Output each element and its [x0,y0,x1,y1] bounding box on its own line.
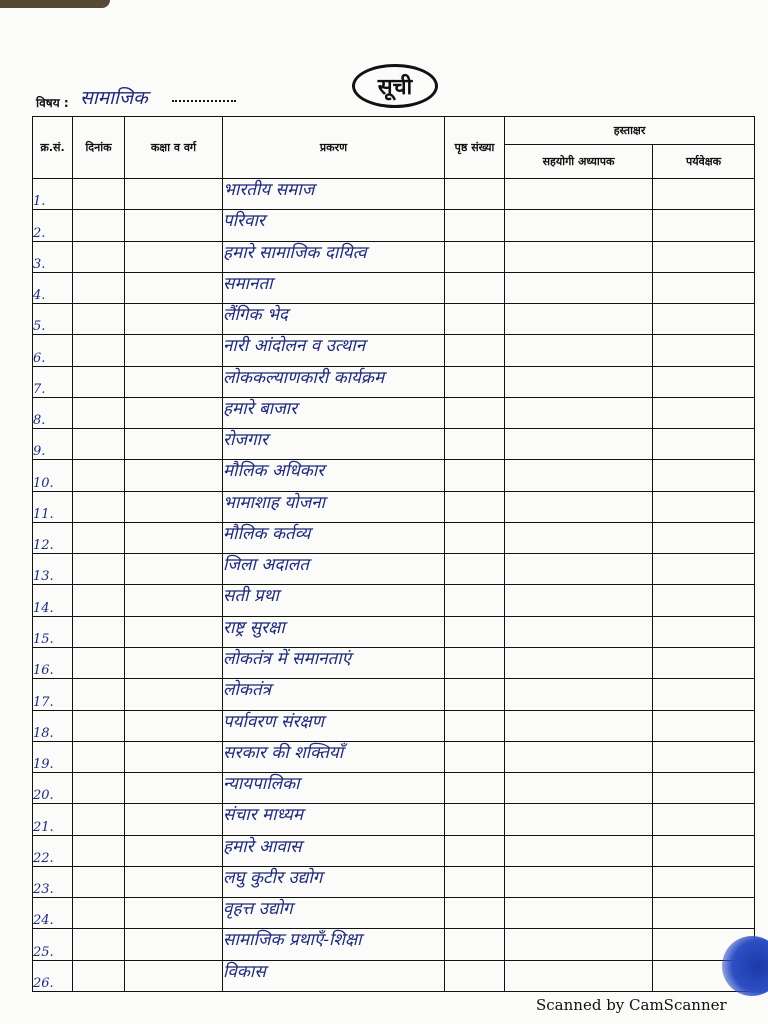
topic-cell: मौलिक अधिकार [223,460,445,491]
subject-value: सामाजिक [80,87,148,109]
supervisor-cell [653,898,755,929]
header-assistant-teacher: सहयोगी अध्यापक [505,145,653,179]
table-row [33,835,755,866]
topic-cell: लघु कुटीर उद्योग [223,866,445,897]
assistant-teacher-cell [505,773,653,804]
supervisor-cell [653,710,755,741]
table-row [33,366,755,397]
page-cell [445,304,505,335]
page-cell [445,554,505,585]
topic-cell: मौलिक कर्तव्य [223,522,445,553]
supervisor-cell [653,272,755,303]
topic-cell: लोकतंत्र [223,679,445,710]
page-cell [445,898,505,929]
assistant-teacher-cell [505,460,653,491]
date-cell [73,397,125,428]
class-cell [125,522,223,553]
page-cell [445,929,505,960]
serial-cell: 19. [33,741,73,772]
page-cell [445,804,505,835]
table-row [33,491,755,522]
class-cell [125,241,223,272]
page-cell [445,460,505,491]
serial-cell: 21. [33,804,73,835]
date-cell [73,554,125,585]
topic-cell: लोककल्याणकारी कार्यक्रम [223,366,445,397]
date-cell [73,929,125,960]
class-cell [125,491,223,522]
serial-cell: 5. [33,304,73,335]
supervisor-cell [653,429,755,460]
class-cell [125,304,223,335]
date-cell [73,272,125,303]
page-cell [445,835,505,866]
supervisor-cell [653,679,755,710]
class-cell [125,679,223,710]
serial-cell: 24. [33,898,73,929]
assistant-teacher-cell [505,304,653,335]
topic-cell: भामाशाह योजना [223,491,445,522]
topic-cell: नारी आंदोलन व उत्थान [223,335,445,366]
supervisor-cell [653,366,755,397]
class-cell [125,460,223,491]
table-row [33,866,755,897]
date-cell [73,179,125,210]
scanner-watermark: Scanned by CamScanner [536,996,727,1014]
supervisor-cell [653,241,755,272]
assistant-teacher-cell [505,179,653,210]
assistant-teacher-cell [505,272,653,303]
page-cell [445,741,505,772]
topic-cell: संचार माध्यम [223,804,445,835]
serial-cell: 17. [33,679,73,710]
class-cell [125,335,223,366]
serial-cell: 2. [33,210,73,241]
supervisor-cell [653,647,755,678]
page-cell [445,866,505,897]
serial-cell: 16. [33,647,73,678]
date-cell [73,335,125,366]
supervisor-cell [653,522,755,553]
header-topic: प्रकरण [223,117,445,179]
page-cell [445,179,505,210]
serial-cell: 9. [33,429,73,460]
header-serial: क्र.सं. [33,117,73,179]
assistant-teacher-cell [505,679,653,710]
page-cell [445,647,505,678]
topic-cell: हमारे आवास [223,835,445,866]
supervisor-cell [653,335,755,366]
date-cell [73,773,125,804]
serial-cell: 3. [33,241,73,272]
table-row [33,585,755,616]
assistant-teacher-cell [505,647,653,678]
topic-cell: हमारे बाजार [223,397,445,428]
table-row [33,804,755,835]
assistant-teacher-cell [505,898,653,929]
table-row [33,429,755,460]
class-cell [125,710,223,741]
table-row [33,647,755,678]
date-cell [73,679,125,710]
page-cell [445,522,505,553]
page-cell [445,366,505,397]
topic-cell: लैंगिक भेद [223,304,445,335]
topic-cell: रोजगार [223,429,445,460]
class-cell [125,554,223,585]
topic-cell: वृहत्त उद्योग [223,898,445,929]
supervisor-cell [653,835,755,866]
topic-cell: विकास [223,960,445,991]
topic-cell: सामाजिक प्रथाएँ-शिक्षा [223,929,445,960]
class-cell [125,616,223,647]
date-cell [73,585,125,616]
table-row [33,522,755,553]
supervisor-cell [653,741,755,772]
serial-cell: 25. [33,929,73,960]
date-cell [73,710,125,741]
date-cell [73,460,125,491]
assistant-teacher-cell [505,616,653,647]
index-table [32,116,755,992]
topic-cell: परिवार [223,210,445,241]
table-row [33,773,755,804]
page-cell [445,491,505,522]
class-cell [125,960,223,991]
page-cell [445,710,505,741]
serial-cell: 26. [33,960,73,991]
table-row [33,710,755,741]
assistant-teacher-cell [505,397,653,428]
assistant-teacher-cell [505,710,653,741]
class-cell [125,835,223,866]
serial-cell: 22. [33,835,73,866]
subject-dotted-line [172,92,236,102]
class-cell [125,741,223,772]
table-row [33,179,755,210]
topic-cell: भारतीय समाज [223,179,445,210]
table-row [33,554,755,585]
topic-cell: पर्यावरण संरक्षण [223,710,445,741]
assistant-teacher-cell [505,804,653,835]
serial-cell: 13. [33,554,73,585]
topic-cell: सरकार की शक्तियाँ [223,741,445,772]
table-body [33,179,755,992]
class-cell [125,898,223,929]
date-cell [73,429,125,460]
supervisor-cell [653,866,755,897]
date-cell [73,304,125,335]
header-date: दिनांक [73,117,125,179]
page-cell [445,773,505,804]
table-row [33,335,755,366]
page-cell [445,960,505,991]
assistant-teacher-cell [505,554,653,585]
date-cell [73,616,125,647]
class-cell [125,366,223,397]
date-cell [73,898,125,929]
page-cell [445,272,505,303]
serial-cell: 12. [33,522,73,553]
class-cell [125,804,223,835]
table-row [33,679,755,710]
assistant-teacher-cell [505,741,653,772]
supervisor-cell [653,397,755,428]
assistant-teacher-cell [505,241,653,272]
date-cell [73,491,125,522]
supervisor-cell [653,304,755,335]
date-cell [73,835,125,866]
header-supervisor: पर्यवेक्षक [653,145,755,179]
class-cell [125,929,223,960]
table-row [33,616,755,647]
assistant-teacher-cell [505,929,653,960]
class-cell [125,866,223,897]
supervisor-cell [653,585,755,616]
serial-cell: 14. [33,585,73,616]
table-row [33,304,755,335]
date-cell [73,647,125,678]
page-cell [445,241,505,272]
assistant-teacher-cell [505,585,653,616]
supervisor-cell [653,616,755,647]
assistant-teacher-cell [505,210,653,241]
page-cell [445,397,505,428]
serial-cell: 1. [33,179,73,210]
supervisor-cell [653,804,755,835]
page-cell [445,616,505,647]
serial-cell: 20. [33,773,73,804]
table-row [33,460,755,491]
page-cell [445,679,505,710]
serial-cell: 15. [33,616,73,647]
class-cell [125,210,223,241]
assistant-teacher-cell [505,335,653,366]
assistant-teacher-cell [505,522,653,553]
supervisor-cell [653,554,755,585]
header-page-number: पृष्ठ संख्या [445,117,505,179]
topic-cell: न्यायपालिका [223,773,445,804]
supervisor-cell [653,773,755,804]
serial-cell: 6. [33,335,73,366]
assistant-teacher-cell [505,491,653,522]
page-cell [445,210,505,241]
table-row [33,272,755,303]
header-class: कक्षा व वर्ग [125,117,223,179]
page-title: सूची [352,64,438,108]
assistant-teacher-cell [505,866,653,897]
serial-cell: 18. [33,710,73,741]
supervisor-cell [653,491,755,522]
serial-cell: 7. [33,366,73,397]
topic-cell: समानता [223,272,445,303]
assistant-teacher-cell [505,960,653,991]
date-cell [73,522,125,553]
serial-cell: 8. [33,397,73,428]
class-cell [125,647,223,678]
table-row [33,397,755,428]
topic-cell: जिला अदालत [223,554,445,585]
header-signature: हस्ताक्षर [505,117,755,145]
date-cell [73,210,125,241]
topic-cell: लोकतंत्र में समानताएं [223,647,445,678]
supervisor-cell [653,460,755,491]
assistant-teacher-cell [505,429,653,460]
table-row [33,898,755,929]
table-row [33,741,755,772]
date-cell [73,741,125,772]
table-row [33,210,755,241]
topic-cell: हमारे सामाजिक दायित्व [223,241,445,272]
page-cell [445,429,505,460]
class-cell [125,773,223,804]
table-row [33,241,755,272]
serial-cell: 23. [33,866,73,897]
serial-cell: 11. [33,491,73,522]
class-cell [125,585,223,616]
table-row [33,960,755,991]
page-cell [445,585,505,616]
page-corner-shadow [0,0,110,8]
date-cell [73,366,125,397]
class-cell [125,272,223,303]
supervisor-cell [653,210,755,241]
serial-cell: 10. [33,460,73,491]
date-cell [73,960,125,991]
assistant-teacher-cell [505,366,653,397]
date-cell [73,866,125,897]
subject-label: विषय : [36,96,69,110]
assistant-teacher-cell [505,835,653,866]
supervisor-cell [653,179,755,210]
class-cell [125,179,223,210]
page-cell [445,335,505,366]
topic-cell: राष्ट्र सुरक्षा [223,616,445,647]
date-cell [73,804,125,835]
class-cell [125,397,223,428]
table-row [33,929,755,960]
topic-cell: सती प्रथा [223,585,445,616]
serial-cell: 4. [33,272,73,303]
date-cell [73,241,125,272]
class-cell [125,429,223,460]
